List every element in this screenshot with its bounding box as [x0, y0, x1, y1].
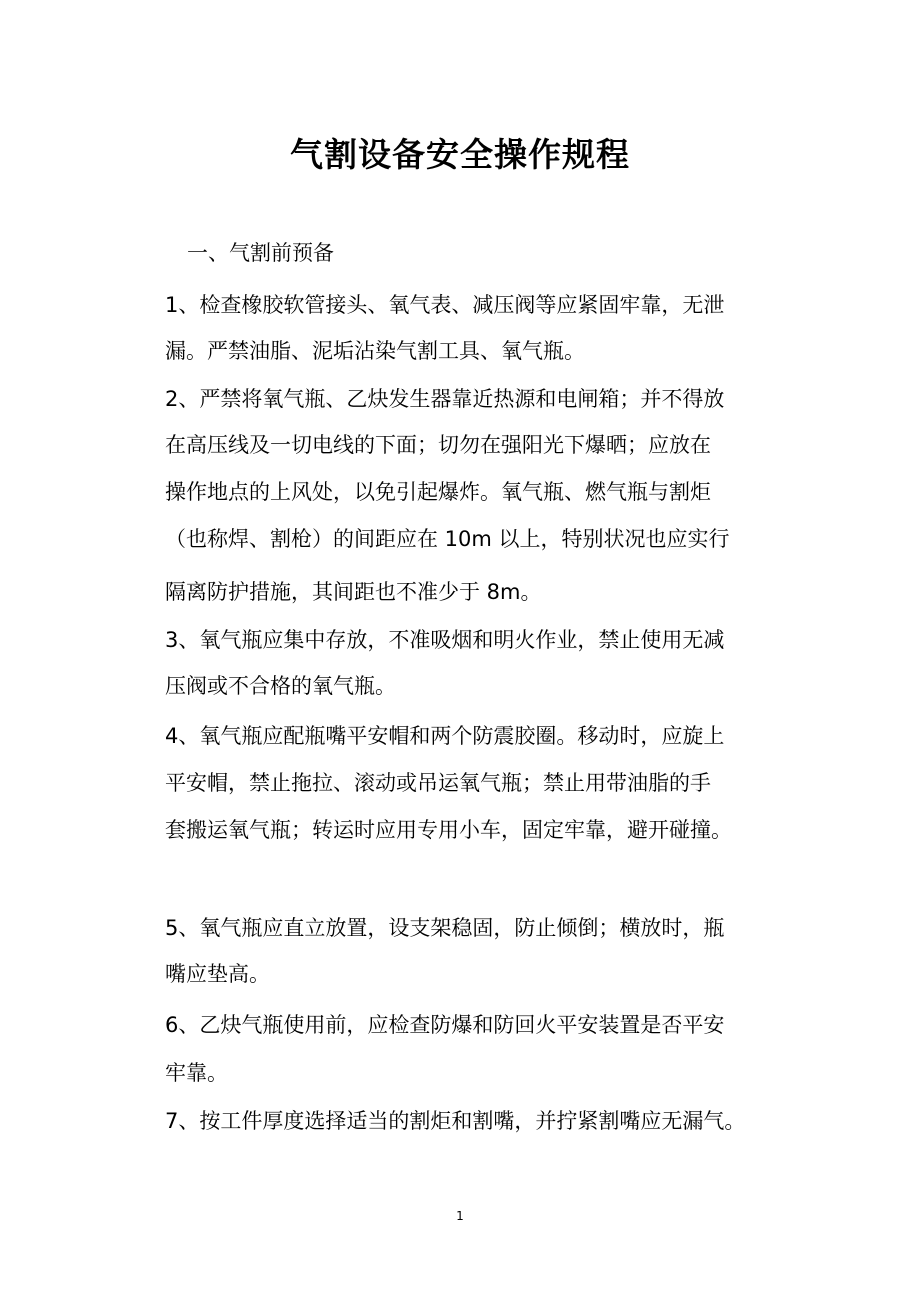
body-line-3: 2、严禁将氧气瓶、乙炔发生器靠近热源和电闸箱；并不得放	[165, 387, 725, 411]
document-title: 气割设备安全操作规程	[290, 135, 630, 174]
body-line-11: 平安帽，禁止拖拉、滚动或吊运氧气瓶；禁止用带油脂的手	[165, 771, 711, 795]
body-line-2: 漏。严禁油脂、泥垢沾染气割工具、氧气瓶。	[165, 339, 585, 363]
body-line-17: 7、按工件厚度选择适当的割炬和割嘴，并拧紧割嘴应无漏气。	[165, 1109, 746, 1133]
body-line-9: 压阀或不合格的氧气瓶。	[165, 674, 396, 698]
body-line-12: 套搬运氧气瓶；转运时应用专用小车，固定牢靠，避开碰撞。	[165, 818, 732, 842]
body-line-6: （也称焊、割枪）的间距应在 10m 以上，特别状况也应实行	[165, 527, 730, 551]
body-line-13: 5、氧气瓶应直立放置，设支架稳固，防止倾倒；横放时，瓶	[165, 916, 725, 940]
body-line-10: 4、氧气瓶应配瓶嘴平安帽和两个防震胶圈。移动时，应旋上	[165, 724, 725, 748]
page-number: 1	[456, 1209, 464, 1223]
body-line-1: 1、检查橡胶软管接头、氧气表、减压阀等应紧固牢靠，无泄	[165, 293, 725, 317]
body-line-14: 嘴应垫高。	[165, 962, 270, 986]
section-heading: 一、气割前预备	[187, 241, 334, 265]
body-line-8: 3、氧气瓶应集中存放，不准吸烟和明火作业，禁止使用无减	[165, 628, 725, 652]
body-line-5: 操作地点的上风处，以免引起爆炸。氧气瓶、燃气瓶与割炬	[165, 480, 711, 504]
body-line-15: 6、乙炔气瓶使用前，应检查防爆和防回火平安装置是否平安	[165, 1013, 725, 1037]
body-line-7: 隔离防护措施，其间距也不准少于 8m。	[165, 580, 542, 604]
body-line-16: 牢靠。	[165, 1061, 228, 1085]
body-line-4: 在高压线及一切电线的下面；切勿在强阳光下爆晒；应放在	[165, 433, 711, 457]
